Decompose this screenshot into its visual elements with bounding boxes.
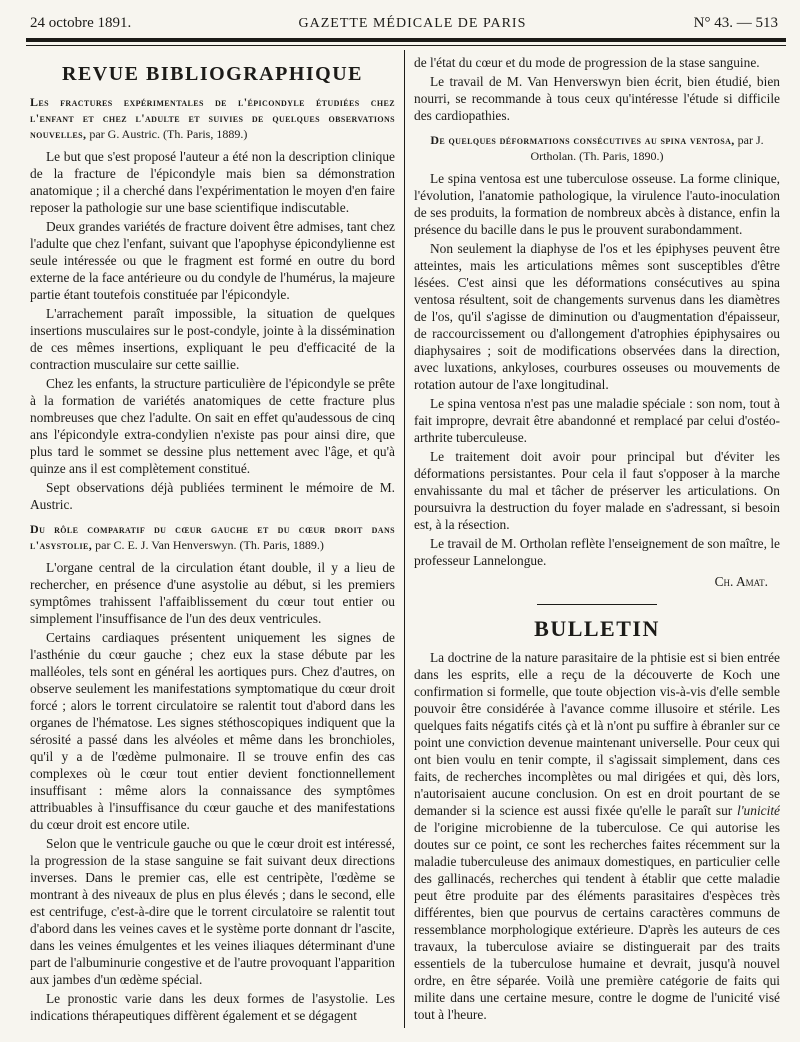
- paragraph: Le spina ventosa n'est pas une maladie spéciale : son nom, tout à fait impropre, devrait être abandonné et remplacé par celui d'ostéo-arthrite tuberculeuse.: [414, 396, 780, 445]
- right-column: [414, 54, 780, 1028]
- paragraph: L'arrachement paraît impossible, la situation de quelques insertions musculaires sur le post-condyle, jointe à la dissémination de ces mêmes insertions, expliquant le peu d'efficacité de la contraction musculaire sur cette saillie.: [30, 306, 395, 372]
- section-title: REVUE BIBLIOGRAPHIQUE: [62, 63, 363, 85]
- bulletin-text-part: La doctrine de la nature parasitaire de la phtisie est si bien entrée dans les esprits, elle a reçu de la découverte de Koch une confirmation si formelle, que toute objection vis-à-vis d'elle semble pouvoir être considérée à l'avance comme illusoire et stérile. Les quelques faits négatifs cités çà et là n'ont pu suffire à ébranler sur ce point une conviction devenue maintenant universelle. Pour ceux qui ont bien voulu en tenir compte, il s'agissait simplement, dans ces faits, de recherches incomplètes ou mal dirigées et qui, dès lors, n'autorisaient aucune conclusion. On est en droit pourtant de se demander si la science est aussi fixée qu'elle le paraît sur: [414, 650, 780, 818]
- paragraph: Le pronostic varie dans les deux formes de l'asystolie. Les indications thérapeutiques diffèrent également et se dégagent: [30, 991, 395, 1023]
- article-byline: par C. E. J. Van Henverswyn. (Th. Paris, 1889.): [95, 538, 324, 552]
- paragraph: Certains cardiaques présentent uniquement les signes de l'asthénie du cœur gauche ; chez eux la stase débute par les malléoles, tels sont en général les aortiques purs. Chez d'autres, on observe seulement les manifestations symptomatique du cœur droit forcé ; alors le torrent circulatoire se ralentit tout d'abord dans les organes de l'hématose. Les signes stéthoscopiques indiquent que la sérosité a passé dans les alvéoles et même dans les bronchioles, qu'il y a de l'œdème pulmonaire. Il se trouve enfin des cas complexes où le cœur tout entier devient fonctionnellement insuffisant : même alors la connaissance des symptômes attribuables à l'insuffisance du cœur gauche et des manifestations du cœur droit est encore utile.: [30, 630, 395, 832]
- left-column: [30, 54, 395, 1028]
- bulletin-emphasis: l'unicité: [736, 803, 780, 818]
- paragraph: L'organe central de la circulation étant double, il y a lieu de rechercher, en présence d'une asystolie au début, si les premiers symptômes trahissent l'affaiblissement du cœur tout entier ou simplement l'insuffisance de l'un des deux ventricules.: [30, 560, 395, 626]
- article-heading: Du rôle comparatif du cœur gauche et du cœur droit dans l'asystolie,: [30, 522, 395, 552]
- article-heading: De quelques déformations consécutives au spina ventosa,: [430, 133, 735, 147]
- paragraph: Le spina ventosa est une tuberculose osseuse. La forme clinique, l'évolution, l'anatomie pathologique, la virulence l'auto-inoculation de ses produits, la formation de nombreux abcès à distance, enfin la présence du bacille dans le pus le prouvent surabondamment.: [414, 171, 780, 237]
- column-divider: [404, 50, 405, 1028]
- article-byline: par G. Austric. (Th. Paris, 1889.): [89, 127, 248, 141]
- journal-name: GAZETTE MÉDICALE DE PARIS: [298, 16, 527, 31]
- paragraph: Chez les enfants, la structure particulière de l'épicondyle se prête à la formation de variétés anatomiques de cette fracture plus nombreuses que chez l'adulte. On sait en effet qu'audessous de cinq ans l'épicondyle extra-condylien n'existe pas pour ainsi dire, que plus tard le sommet se dessine plus nettement avec l'âge, et qu'à quinze ans il est complètement constitué.: [30, 376, 395, 476]
- bulletin-title: BULLETIN: [534, 616, 660, 641]
- paragraph: Le travail de M. Ortholan reflète l'enseignement de son maître, le professeur Lannelongue.: [414, 536, 780, 568]
- paragraph: Le but que s'est proposé l'auteur a été non la description clinique de la fracture de l'épicondyle mais bien sa démonstration anatomique ; il a cherché dans l'expérimentation le moyen d'en faire reposer la pathologie sur une base scientifique indiscutable.: [30, 149, 395, 215]
- paragraph: Sept observations déjà publiées terminent le mémoire de M. Austric.: [30, 480, 395, 512]
- article-title: [30, 94, 395, 142]
- bulletin-rule: [537, 604, 657, 605]
- article-title: [30, 521, 395, 553]
- paragraph: Selon que le ventricule gauche ou que le cœur droit est intéressé, la progression de la stase sanguine se fait suivant deux directions inverses. Dans le premier cas, elle est centripète, l'œdème se montrant à des niveaux de plus en plus élevés ; dans le second, elle est centrifuge, c'est-à-dire que le torrent circulatoire se ralentit tout d'abord dans les veines caves et le système porte donnant dr l'ascite, dans les veines émulgentes et les veines iliaques déterminant d'une part de l'albuminurie congestive et de l'autre provoquant l'apparition aux jambes d'un œdème spécial.: [30, 836, 395, 987]
- issue-date: 24 octobre 1891.: [30, 15, 132, 31]
- paragraph: Non seulement la diaphyse de l'os et les épiphyses peuvent être atteintes, mais les articulations mêmes sont susceptibles d'être lésées. C'est ainsi que les déformations consécutives au spina ventosa résultent, soit de changements survenus dans les diamètres de l'os, qu'il s'agisse de diminution ou d'augmentation d'épaisseur, de raccourcissement ou d'allongement d'atrophies épiphysaires ou diaphysaires ; soit de modifications observées dans la direction, avec luxations, ankyloses, courbures osseuses ou mouvements de rotation autour de l'axe longitudinal.: [414, 241, 780, 392]
- paragraph-continuation: de l'état du cœur et du mode de progression de la stase sanguine.: [414, 55, 760, 70]
- header-rule-thick: [26, 38, 786, 42]
- article-byline: par J. Ortholan. (Th. Paris, 1890.): [530, 133, 764, 163]
- article-heading: Les fractures expérimentales de l'épicondyle étudiées chez l'enfant et chez l'adulte et suivies de quelques observations nouvelles,: [30, 95, 395, 141]
- bulletin-paragraph: [414, 649, 780, 1023]
- paragraph: Le travail de M. Van Henverswyn bien écrit, bien étudié, bien nourri, se recommande à tous ceux qu'intéresse l'étude si difficile des cardiopathies.: [414, 74, 780, 123]
- article-title: [414, 132, 780, 164]
- bulletin-text-part: de l'origine microbienne de la tuberculose. Ce qui autorise les doutes sur ce point, ce sont les recherches faites récemment sur la maladie tuberculeuse des animaux domestiques, en particulier celle des gallinacés, recherches qui tendent à établir que cette maladie peut être produite par des éléments parasitaires d'espèces très différentes, bien que pourvus de certains caractères communs de ressemblance morphologique extérieure. D'après les auteurs de ces travaux, la tuberculose aviaire se distinguerait par des traits essentiels de la tuberculose humaine et devrait, jusqu'à nouvel ordre, en être séparée. Voilà une première catégorie de faits qui milite dans une certaine mesure, contre le dogme de l'unicité visé tout à l'heure.: [414, 820, 780, 1022]
- issue-page-number: N° 43. — 513: [693, 15, 778, 31]
- paragraph: Deux grandes variétés de fracture doivent être admises, tant chez l'adulte que chez l'enfant, suivant que l'apophyse épicondylienne est seule intéressée ou que le fragment est formé en outre du bord externe de la face antérieure ou du condyle de l'humérus, la majeure partie étant toutefois constituée par l'épicondyle.: [30, 219, 395, 302]
- header-rule-thin: [26, 45, 786, 46]
- paragraph: Le traitement doit avoir pour principal but d'éviter les déformations persistantes. Pour cela il faut s'opposer à la marche envahissante du mal et tâcher de préserver les articulations. On poursuivra la destruction du foyer malade en s'adressant, si besoin est, à la résection.: [414, 449, 780, 532]
- running-head: [30, 10, 778, 32]
- author-signature: Ch. Amat.: [714, 574, 768, 589]
